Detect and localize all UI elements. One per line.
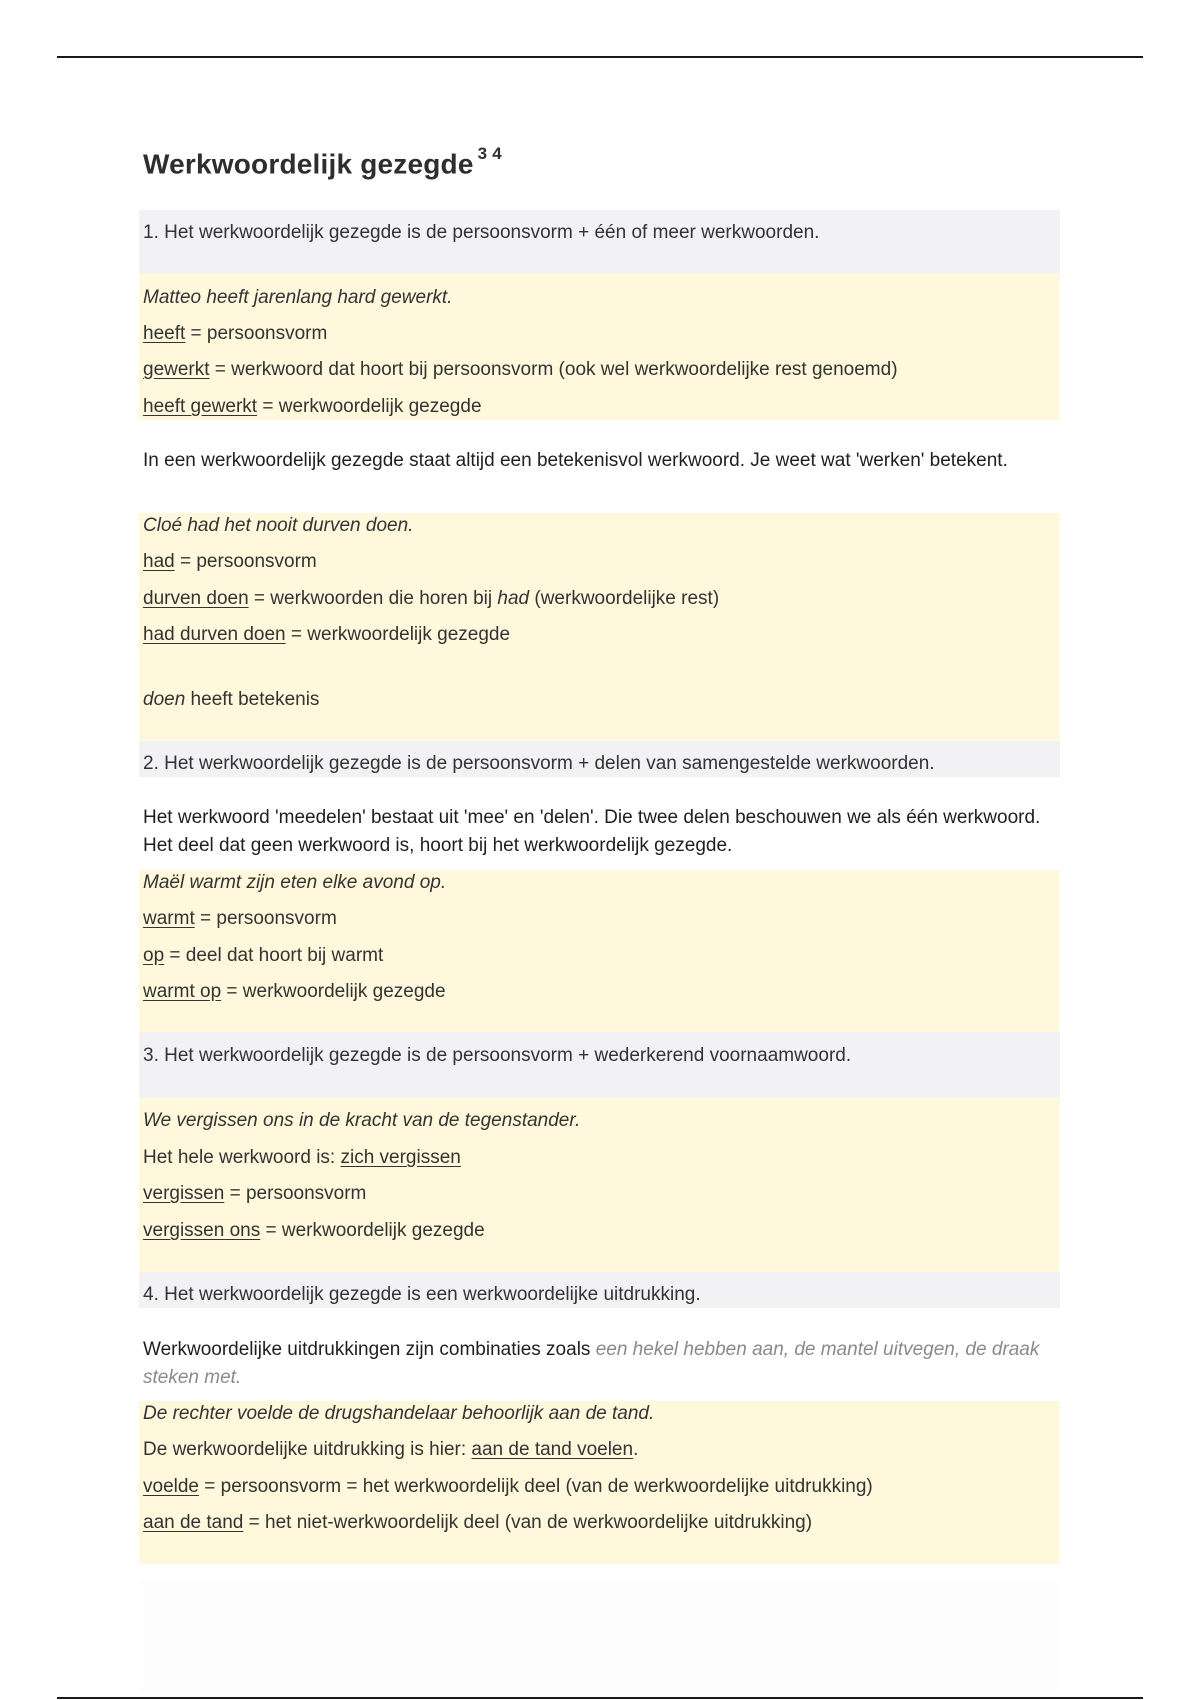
section-4-heading: 4. Het werkwoordelijk gezegde is een werkwoordelijke uitdrukking.: [143, 1284, 701, 1305]
example-line: Het hele werkwoord is: zich vergissen: [143, 1147, 461, 1168]
example-line: op = deel dat hoort bij warmt: [143, 945, 384, 966]
example-line: De werkwoordelijke uitdrukking is hier: aan de tand voelen.: [143, 1439, 639, 1460]
example-sentence: Matteo heeft jarenlang hard gewerkt.: [143, 287, 453, 308]
example-sentence: De rechter voelde de drugshandelaar behoorlijk aan de tand.: [143, 1403, 655, 1424]
example-line: warmt op = werkwoordelijk gezegde: [143, 981, 446, 1002]
empty-band: [139, 1580, 1060, 1692]
example-line: had = persoonsvorm: [143, 551, 317, 572]
section-2-heading: 2. Het werkwoordelijk gezegde is de persoonsvorm + delen van samengestelde werkwoorden.: [143, 753, 935, 774]
example-line: heeft gewerkt = werkwoordelijk gezegde: [143, 396, 482, 417]
example-sentence: We vergissen ons in de kracht van de tegenstander.: [143, 1110, 581, 1131]
section-3-heading: 3. Het werkwoordelijk gezegde is de persoonsvorm + wederkerend voornaamwoord.: [143, 1045, 852, 1066]
example-sentence: Cloé had het nooit durven doen.: [143, 515, 414, 536]
section-1-heading: 1. Het werkwoordelijk gezegde is de persoonsvorm + één of meer werkwoorden.: [143, 222, 820, 243]
section-2-explanation: Het werkwoord 'meedelen' bestaat uit 'mee' en 'delen'. Die twee delen beschouwen we als één werkwoord. Het deel dat geen werkwoord is, hoort bij het werkwoordelijk gezegde.: [143, 807, 1041, 856]
example-sentence: Maël warmt zijn eten elke avond op.: [143, 872, 447, 893]
section-4-explanation: Werkwoordelijke uitdrukkingen zijn combinaties zoals een hekel hebben aan, de mantel uitvegen, de draak steken met.: [143, 1339, 1040, 1388]
top-rule: [57, 56, 1143, 58]
example-line: voelde = persoonsvorm = het werkwoordelijk deel (van de werkwoordelijke uitdrukking): [143, 1476, 873, 1497]
example-line: had durven doen = werkwoordelijk gezegde: [143, 624, 511, 645]
example-line: gewerkt = werkwoord dat hoort bij persoonsvorm (ook wel werkwoordelijke rest genoemd): [143, 359, 898, 380]
example-line: aan de tand = het niet-werkwoordelijk deel (van de werkwoordelijke uitdrukking): [143, 1512, 813, 1533]
section-1-explanation: In een werkwoordelijk gezegde staat altijd een betekenisvol werkwoord. Je weet wat 'werken' betekent.: [143, 450, 1008, 471]
page-title: Werkwoordelijk gezegde $^{3 4}$: [143, 144, 502, 180]
example-note: doen heeft betekenis: [143, 689, 320, 710]
example-line: heeft = persoonsvorm: [143, 323, 328, 344]
example-line: durven doen = werkwoorden die horen bij had (werkwoordelijke rest): [143, 588, 720, 609]
example-line: warmt = persoonsvorm: [143, 908, 337, 929]
example-line: vergissen ons = werkwoordelijk gezegde: [143, 1220, 485, 1241]
example-line: vergissen = persoonsvorm: [143, 1183, 367, 1204]
bottom-rule: [57, 1697, 1143, 1699]
footnote-refs: 3 4: [477, 144, 502, 163]
